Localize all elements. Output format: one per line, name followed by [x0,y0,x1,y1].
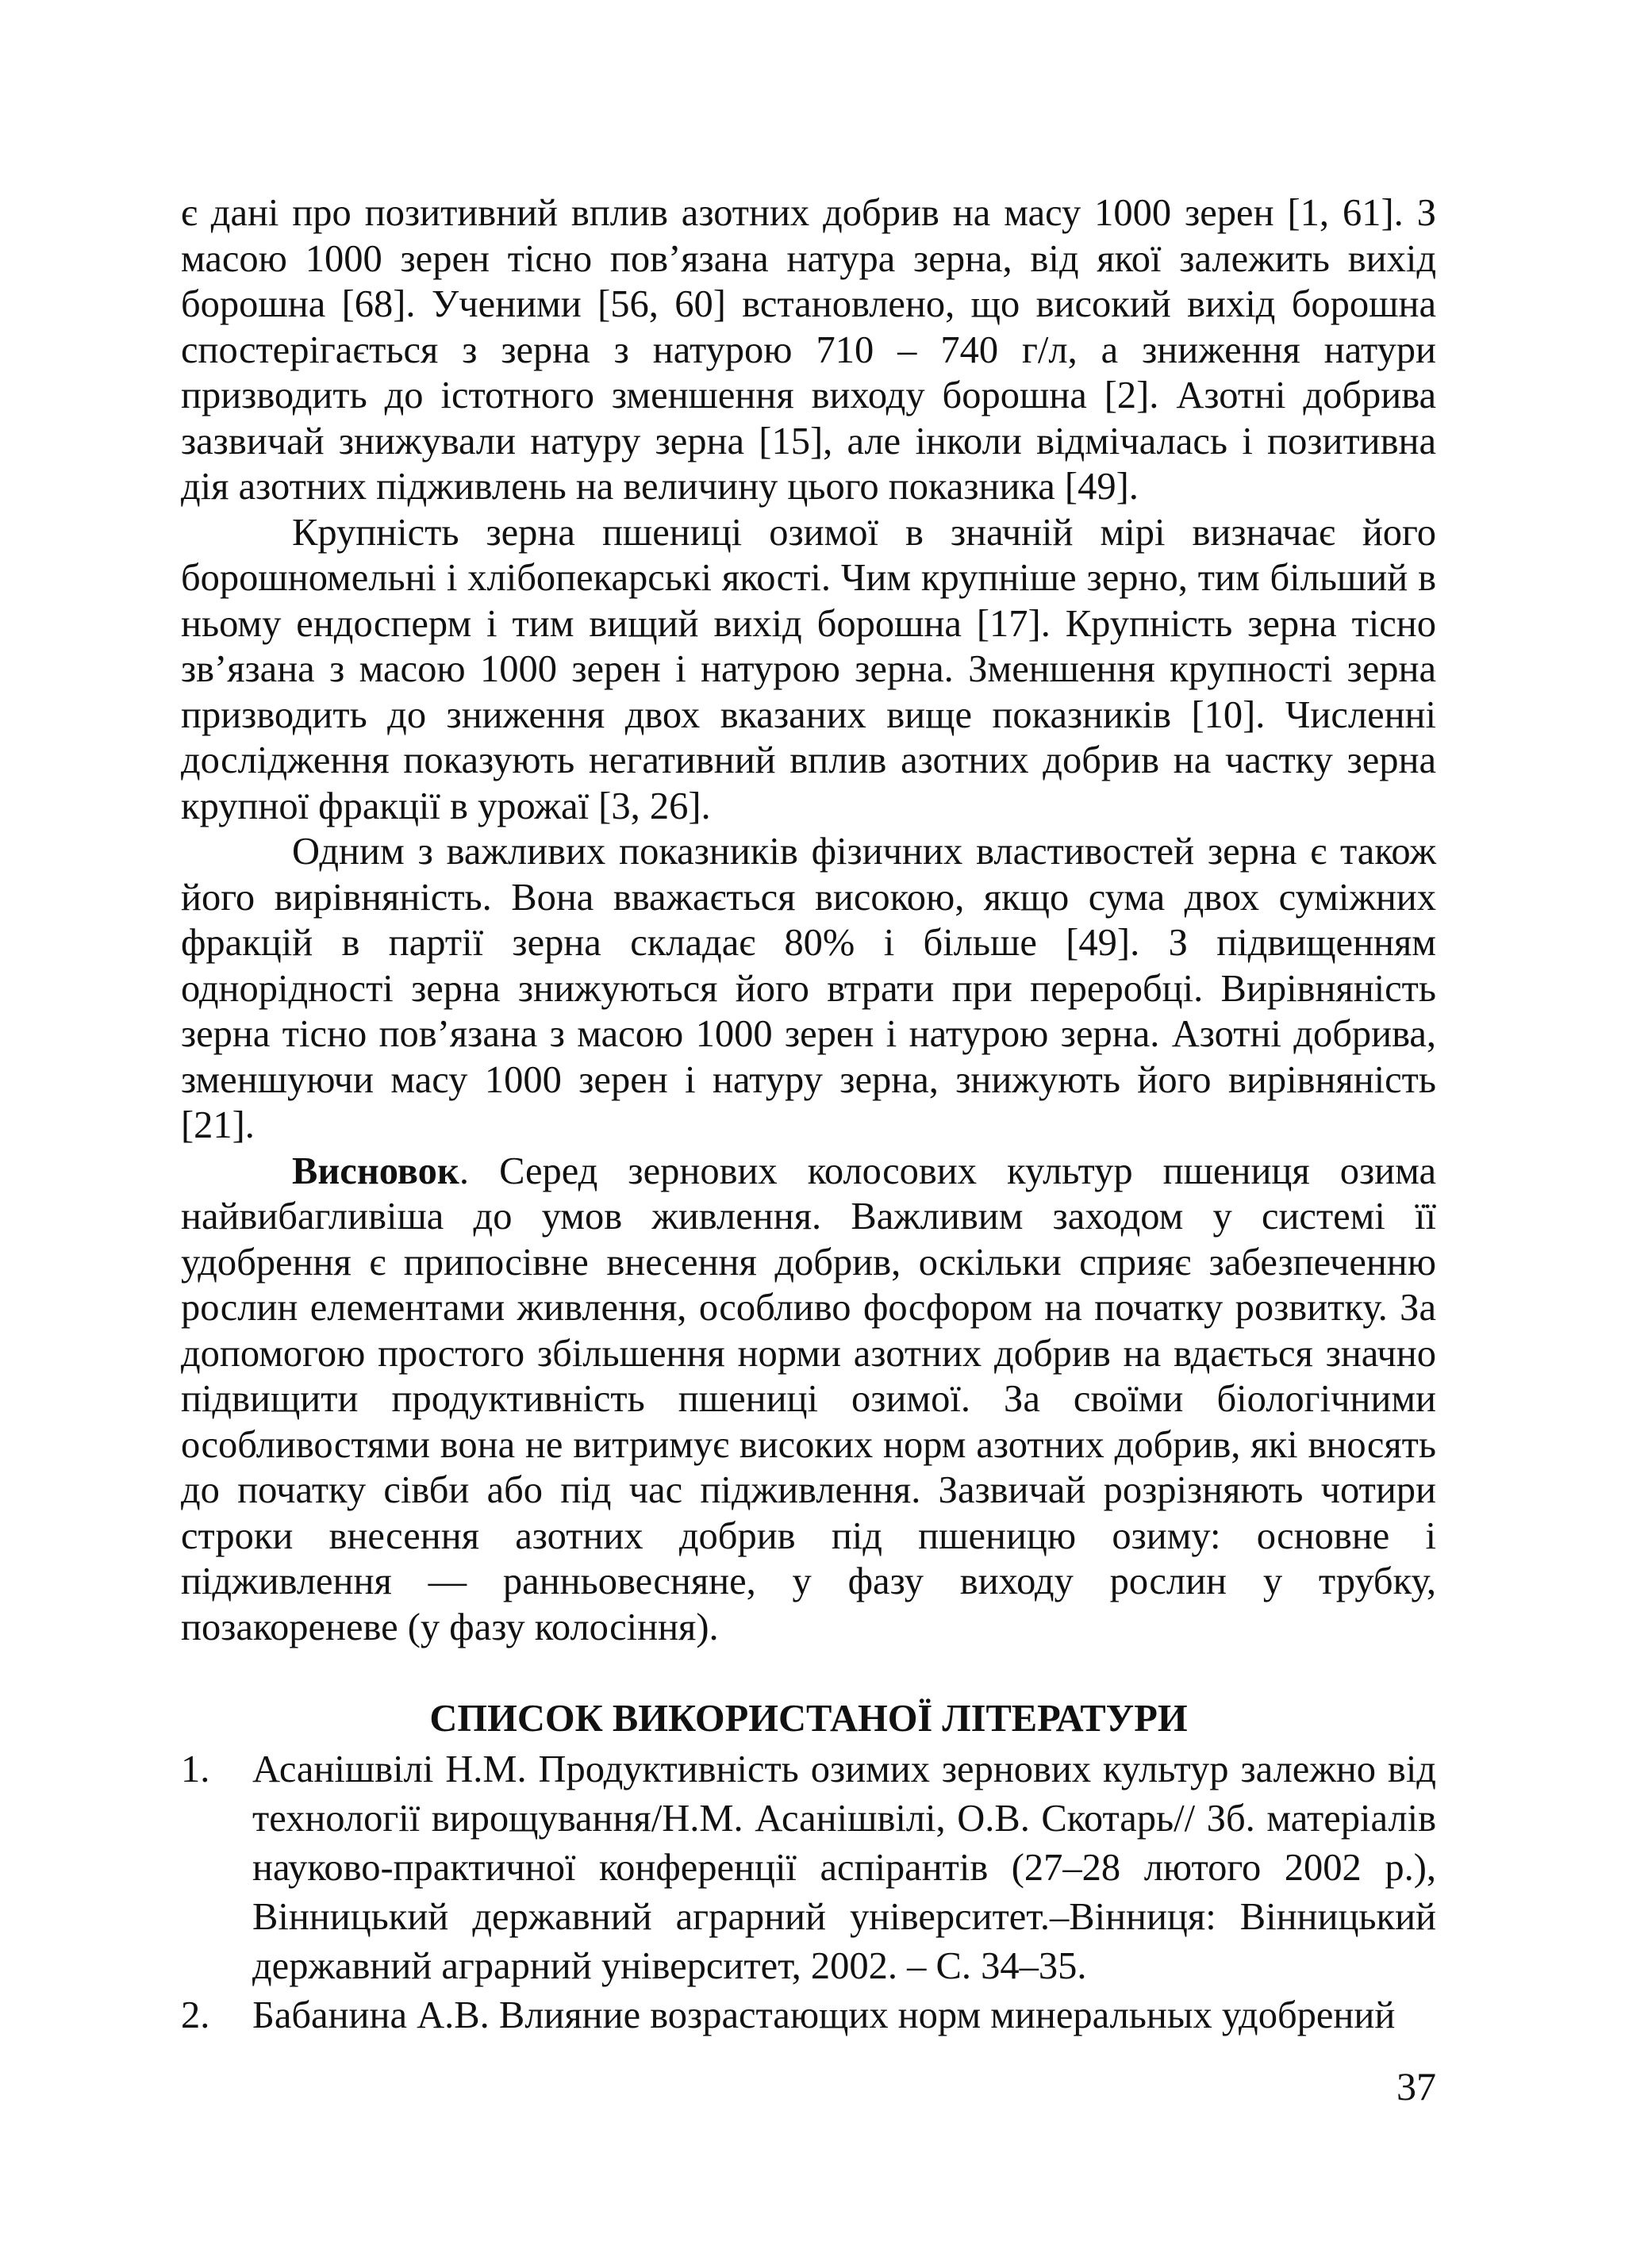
paragraph-3: Одним з важливих показників фізичних властивостей зерна є також його вирівняність. Вона вважається високою, якщо сума двох суміжних фракцій в партії зерна складає 80% і більше [49]. З підвищенням однорідності зерна знижуються його втрати при переробці. Вирівняність зерна тісно пов’язана з масою 1000 зерен і натурою зерна. Азотні добрива, зменшуючи масу 1000 зерен і натуру зерна, знижують його вирівняність [21]. [181,831,1436,1146]
references-list [181,1745,1436,2040]
reference-number: 2. [181,1994,210,2036]
reference-text: Асанішвілі Н.М. Продуктивність озимих зернових культур залежно від технології вирощування/Н.М. Асанішвілі, О.В. Скотарь// Зб. матеріалів науково-практичної конференції аспірантів (27–28 лютого 2002 р.), Вінницький державний аграрний університет.–Вінниця: Вінницький державний аграрний університет, 2002. – С. 34–35. [252,1748,1436,1987]
reference-text: Бабанина А.В. Влияние возрастающих норм минеральных удобрений [252,1994,1396,2036]
page-number: 37 [1396,2064,1436,2109]
page-body [181,190,1436,2040]
conclusion-text: . Серед зернових колосових культур пшениця озима найвибагливіша до умов живлення. Важливим заходом у системі її удобрення є припосівне внесення добрив, оскільки сприяє забезпеченню рослин елементами живлення, особливо фосфором на початку розвитку. За допомогою простого збільшення норми азотних добрив на вдається значно підвищити продуктивність пшениці озимої. За своїми біологічними особливостями вона не витримує високих норм азотних добрив, які вносять до початку сівби або під час підживлення. Зазвичай розрізняють чотири строки внесення азотних добрив під пшеницю озиму: основне і підживлення — ранньовесняне, у фазу виходу рослин у трубку, позакореневе (у фазу колосіння). [181,1149,1436,1648]
conclusion-label: Висновок [292,1149,459,1192]
conclusion-paragraph [181,1149,1436,1651]
paragraph-1: є дані про позитивний вплив азотних добрив на масу 1000 зерен [1, 61]. З масою 1000 зерен тісно пов’язана натура зерна, від якої залежить вихід борошна [68]. Ученими [56, 60] встановлено, що високий вихід борошна спостерігається з зерна з натурою 710 – 740 г/л, а зниження натури призводить до істотного зменшення виходу борошна [2]. Азотні добрива зазвичай знижували натуру зерна [15], але інколи відмічалась і позитивна дія азотних підживлень на величину цього показника [49]. [181,192,1436,508]
reference-item [181,1991,1436,2040]
references-title: СПИСОК ВИКОРИСТАНОЇ ЛІТЕРАТУРИ [429,1698,1188,1740]
reference-number: 1. [181,1748,210,1790]
reference-item [181,1745,1436,1991]
paragraph-2: Крупність зерна пшениці озимої в значній мірі визначає його борошномельні і хлібопекарські якості. Чим крупніше зерно, тим більший в ньому ендосперм і тим вищий вихід борошна [17]. Крупність зерна тісно зв’язана з масою 1000 зерен і натурою зерна. Зменшення крупності зерна призводить до зниження двох вказаних вище показників [10]. Численні дослідження показують негативний вплив азотних добрив на частку зерна крупної фракції в урожаї [3, 26]. [181,511,1436,827]
